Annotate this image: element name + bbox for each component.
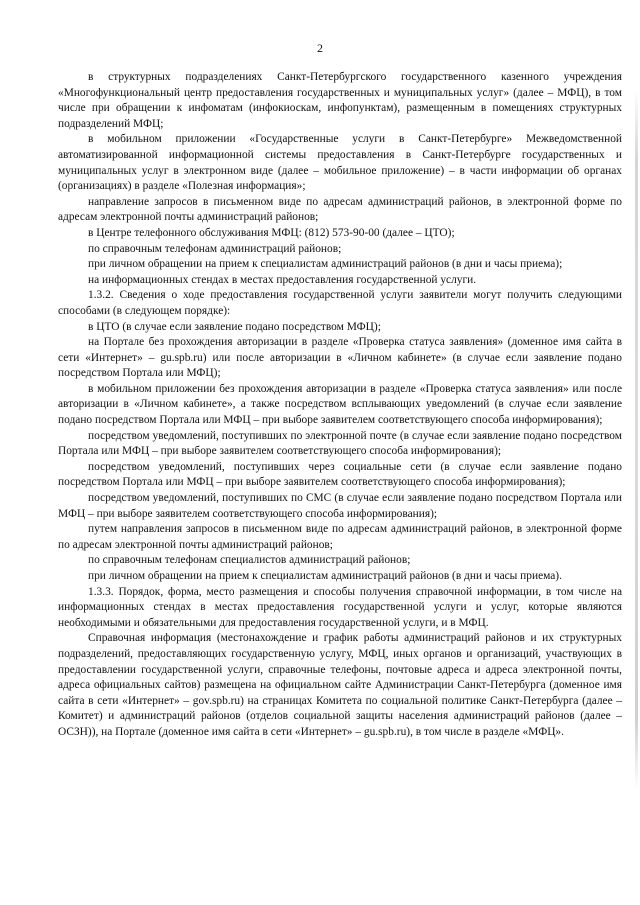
scan-edge-shadow	[635, 90, 638, 790]
paragraph: при личном обращении на прием к специалистам администраций районов (в дни и часы приема).	[88, 570, 562, 582]
paragraph: на информационных стендах в местах предоставления государственной услуги.	[88, 273, 477, 286]
paragraph: на Портале без прохождения авторизации в разделе «Проверка статуса заявления» (доменное имя сайта в сети «Интернет» – gu.spb.ru) или после авторизации в «Личном кабинете» (в случае если заявление подано посредством Портала или МФЦ);	[58, 336, 622, 380]
paragraph: в мобильном приложении без прохождения авторизации в разделе «Проверка статуса заявления» или после авторизации в «Личном кабинете», а также посредством всплывающих уведомлений (в случае если заявление подано посредством Портала или МФЦ – при выборе заявителем соответствующего способа информирования);	[58, 382, 622, 427]
paragraph: в структурных подразделениях Санкт-Петербургского государственного казенного учреждения «Многофункциональный центр предоставления государственных и муниципальных услуг» (далее – МФЦ), в том числе при обращении к инфоматам (инфокиоскам, инфопунктам), размещенным в помещениях структурных подразделений МФЦ;	[58, 71, 622, 130]
document-body	[58, 70, 622, 741]
page-number: 2	[317, 41, 323, 55]
paragraph: 1.3.3. Порядок, форма, место размещения и способы получения справочной информации, в том числе на информационных стендах в местах предоставления государственной услуги и услуг, которые являются необходимыми и обязательными для предоставления государственной услуги, и в МФЦ.	[58, 585, 622, 629]
paragraph: в мобильном приложении «Государственные услуги в Санкт-Петербурге» Межведомственной автоматизированной информационной системы предоставления в Санкт-Петербурге государственных и муниципальных услуг в электронном виде (далее – мобильное приложение) – в части информации об органах (организациях) в разделе «Полезная информация»;	[58, 133, 622, 193]
paragraph: путем направления запросов в письменном виде по адресам администраций районов, в электронной форме по адресам электронной почты администраций районов;	[58, 523, 622, 551]
paragraph: по справочным телефонам администраций районов;	[88, 242, 342, 255]
paragraph: посредством уведомлений, поступивших по СМС (в случае если заявление подано посредством Портала или МФЦ – при выборе заявителем соответствующего способа информирования);	[58, 492, 622, 520]
paragraph: направление запросов в письменном виде по адресам администраций районов, в электронной форме по адресам электронной почты администраций районов;	[58, 195, 622, 224]
paragraph: посредством уведомлений, поступивших через социальные сети (в случае если заявление подано посредством Портала или МФЦ – при выборе заявителем соответствующего способа информирования);	[58, 460, 622, 489]
paragraph: Справочная информация (местонахождение и график работы администраций районов и их структурных подразделений, предоставляющих государственную услугу, МФЦ, иных органов и организаций, участвующих в предоставлении государственной услуги, справочные телефоны, почтовые адреса и адреса электронной почты, адреса официальных сайтов) размещена на официальном сайте Администрации Санкт-Петербурга (доменное имя сайта в сети «Интернет» – gov.spb.ru) на страницах Комитета по социальной политике Санкт-Петербурга (далее – Комитет) и администраций районов (отделов социальной защиты населения администраций районов (далее – ОСЗН)), на Портале (доменное имя сайта в сети «Интернет» – gu.spb.ru), в том числе в разделе «МФЦ».	[58, 632, 622, 738]
paragraph: в Центре телефонного обслуживания МФЦ: (812) 573-90-00 (далее – ЦТО);	[88, 226, 455, 239]
paragraph: в ЦТО (в случае если заявление подано посредством МФЦ);	[88, 320, 381, 333]
paragraph: 1.3.2. Сведения о ходе предоставления государственной услуги заявители могут получить следующими способами (в следующем порядке):	[58, 289, 622, 317]
paragraph: при личном обращении на прием к специалистам администраций районов (в дни и часы приема);	[88, 258, 563, 271]
paragraph: посредством уведомлений, поступивших по электронной почте (в случае если заявление подано посредством Портала или МФЦ – при выборе заявителем соответствующего способа информирования);	[58, 429, 622, 458]
paragraph: по справочным телефонам специалистов администраций районов;	[88, 554, 411, 567]
